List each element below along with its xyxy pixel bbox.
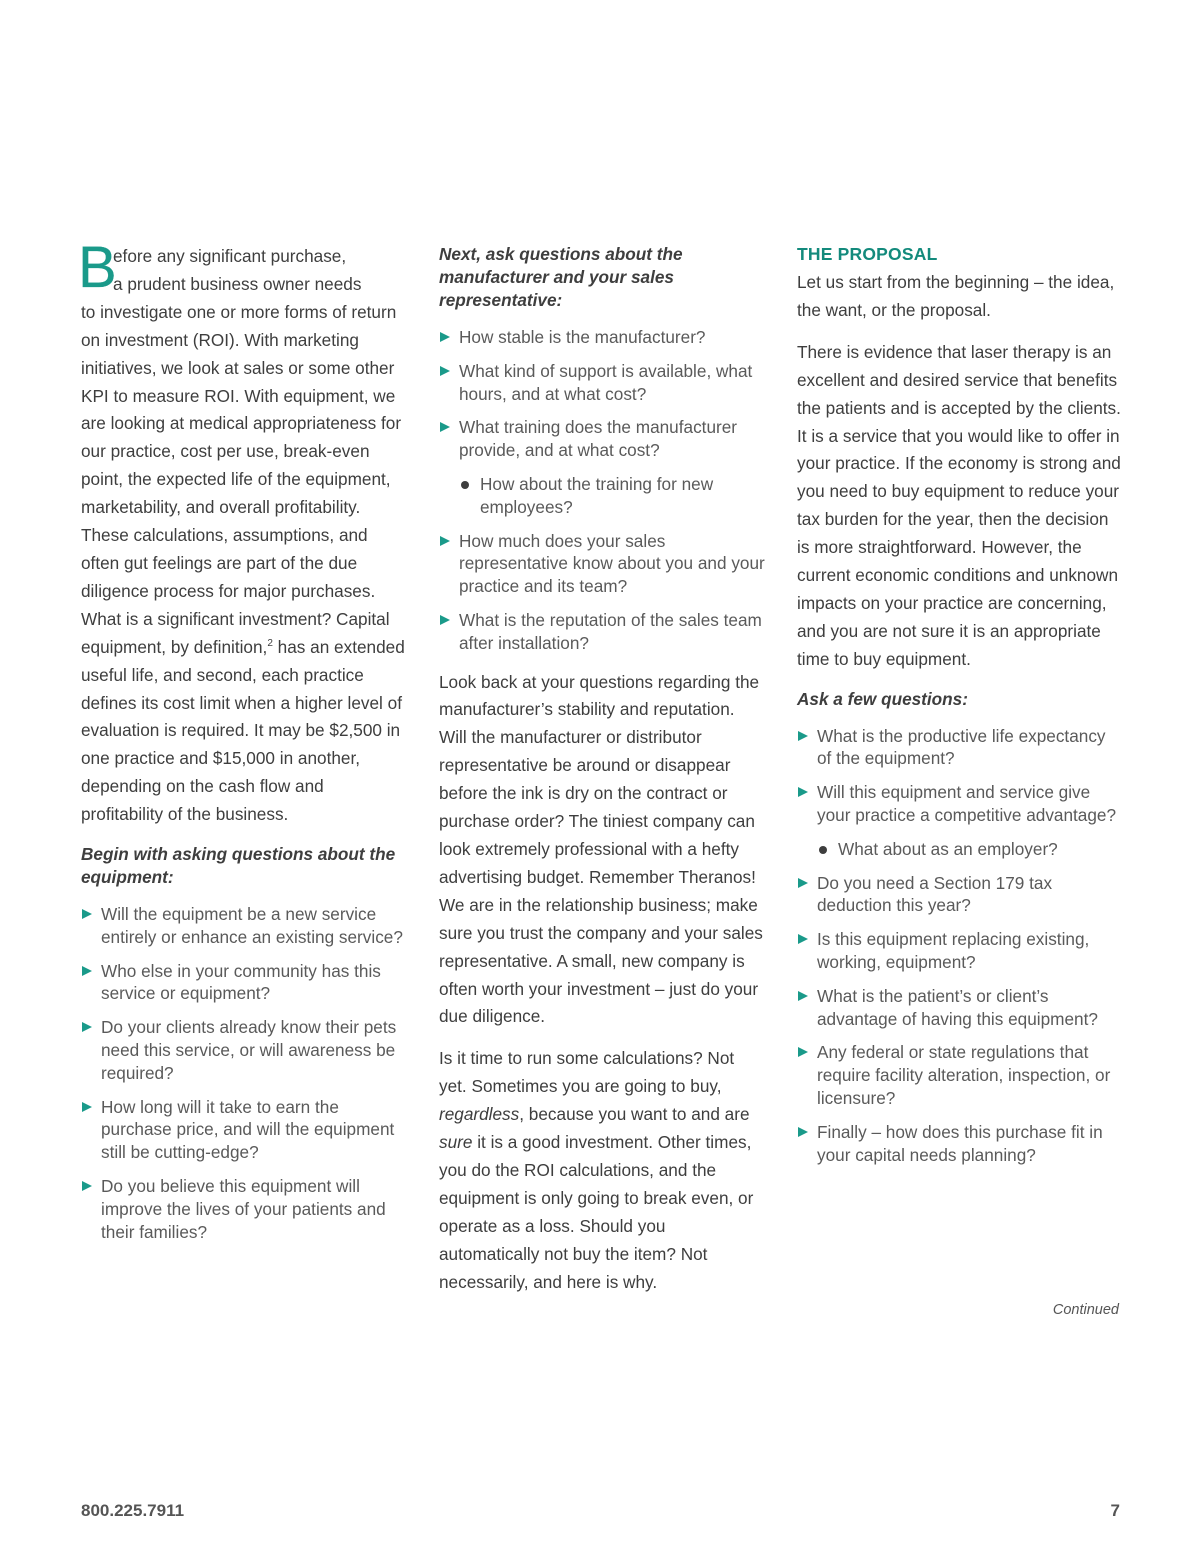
question-text: Do you need a Section 179 tax deduction this year? [817,872,1053,916]
dot-bullet-icon [819,846,827,854]
sub-list-item [439,473,765,519]
sub-list [439,473,765,519]
intro-body: to investigate one or more forms of return on investment (ROI). With marketing initiatives, we look at sales or some other KPI to measure ROI. With equipment, we are looking at medical appropriateness for our practice, cost per use, break-even point, the expected life of the equipment, marketability, and overall profitability. These calculations, assumptions, and often gut feelings are part of the due diligence process for major purchases. What is a significant investment? Capital equipment, by definition, [81,301,402,657]
list-item [439,360,765,406]
footer-phone-number: 800.225.7911 [81,1501,185,1520]
proposal-paragraph: There is evidence that laser therapy is an excellent and desired service that benefits the patients and is accepted by the clients. It is a service that you would like to offer in your practice. If the economy is strong and you need to buy equipment to reduce your tax burden for the year, then the decision is more straightforward. However, the current economic conditions and unknown impacts on your practice are concerning, and you are not sure it is an appropriate time to buy equipment. [797,341,1121,669]
list-item [81,1016,407,1084]
question-text: What training does the manufacturer provide, and at what cost? [459,417,738,461]
question-text: How much does your sales representative know about you and your practice and its team? [459,530,765,597]
question-text: What about as an employer? [838,838,1058,859]
section-title: THE PROPOSAL [797,244,938,264]
question-text: What is the reputation of the sales team after installation? [459,609,762,653]
list-item [439,326,765,349]
calculations-paragraph [439,1045,765,1296]
question-text: Who else in your community has this service or equipment? [101,960,381,1004]
intro-block [78,235,407,829]
emphasis-sure: sure [439,1132,473,1153]
triangle-bullet-icon [440,366,450,376]
question-text: What is the patient’s or client’s advantage of having this equipment? [817,985,1098,1029]
question-text: Do you believe this equipment will improve the lives of your patients and their families? [101,1176,386,1242]
proposal-intro: Let us start from the beginning – the idea, the want, or the proposal. [797,272,1115,320]
sub-list-item [797,838,1123,861]
triangle-bullet-icon [798,934,808,944]
list-item [81,1175,407,1243]
manufacturer-paragraph: Look back at your questions regarding the manufacturer’s stability and reputation. Will the manufacturer or distributor representative be around or disappear before the ink is dry on the contract or purchase order? The tiniest company can look extremely professional with a hefty advertising budget. Remember Theranos! We are in the relationship business; make sure you trust the company and your sales representative. A small, new company is often worth your investment – just do your due diligence. [439,671,763,1027]
triangle-bullet-icon [798,1127,808,1137]
question-text: Any federal or state regulations that require facility alteration, inspection, or licensure? [817,1042,1111,1109]
sub-list [797,838,1123,861]
triangle-bullet-icon [440,332,450,342]
triangle-bullet-icon [798,1047,808,1057]
list-item [81,1096,407,1164]
question-text: How long will it take to earn the purchase price, and will the equipment still be cutting-edge? [101,1096,395,1163]
list-item [439,530,765,598]
list-item [797,781,1123,827]
question-text: Will this equipment and service give your practice a competitive advantage? [817,782,1117,826]
list-item [797,725,1123,771]
dot-bullet-icon [461,481,469,489]
triangle-bullet-icon [82,1181,92,1191]
triangle-bullet-icon [82,1102,92,1112]
equipment-question-list [81,903,407,1243]
question-text: Will the equipment be a new service entirely or enhance an existing service? [101,904,403,947]
triangle-bullet-icon [440,422,450,432]
column-left [78,235,407,1257]
triangle-bullet-icon [82,909,92,919]
column-middle [439,243,765,1297]
list-item-sub [797,838,1123,861]
text-run: it is a good investment. Other times, you do the ROI calculations, and the equipment is only going to break even, or operate as a loss. Should you automatically not buy the item? Not necessarily, and here is why. [439,1132,754,1292]
equipment-subhead: Begin with asking questions about the equipment: [81,844,396,888]
intro-paragraph [81,243,407,829]
question-text: What is the productive life expectancy of the equipment? [817,725,1106,769]
manufacturer-subhead: Next, ask questions about the manufacturer and your sales representative: [439,244,683,310]
question-text: What kind of support is available, what hours, and at what cost? [459,360,753,404]
triangle-bullet-icon [440,615,450,625]
question-text: Do your clients already know their pets need this service, or will awareness be required? [101,1017,397,1083]
triangle-bullet-icon [798,787,808,797]
emphasis-regardless: regardless [439,1104,520,1125]
list-item [797,1121,1123,1167]
list-item [81,960,407,1006]
list-item [439,416,765,462]
list-item [797,928,1123,974]
question-text: How stable is the manufacturer? [459,327,706,347]
triangle-bullet-icon [440,536,450,546]
drop-cap: B [78,235,117,300]
column-right [797,243,1123,1180]
footnote-ref: 2 [267,637,273,649]
list-item [797,985,1123,1031]
text-run: Is it time to run some calculations? Not yet. Sometimes you are going to buy, [439,1048,735,1097]
page-number: 7 [1110,1501,1120,1520]
text-run: , because you want to and are [519,1104,750,1125]
list-item [439,609,765,655]
proposal-question-list [797,725,1123,1167]
list-item-sub [439,473,765,519]
triangle-bullet-icon [798,878,808,888]
question-text: Finally – how does this purchase fit in your capital needs planning? [817,1121,1103,1165]
list-item [81,903,407,949]
list-item [797,1041,1123,1109]
manufacturer-question-list [439,326,765,655]
intro-line-2: a prudent business owner needs [113,273,362,294]
continued-label: Continued [1052,1302,1119,1318]
intro-end: has an extended useful life, and second, each practice defines its cost limit when a higher level of evaluation is required. It may be $2,500 in one practice and $15,000 in another, depending on the cash flow and profitability of the business. [81,636,405,825]
question-text: Is this equipment replacing existing, working, equipment? [817,929,1090,973]
triangle-bullet-icon [82,966,92,976]
question-text: How about the training for new employees? [480,473,714,517]
triangle-bullet-icon [82,1022,92,1032]
questions-subhead: Ask a few questions: [797,688,968,709]
triangle-bullet-icon [798,731,808,741]
list-item [797,872,1123,918]
intro-line-1: efore any significant purchase, [113,246,347,266]
triangle-bullet-icon [798,991,808,1001]
